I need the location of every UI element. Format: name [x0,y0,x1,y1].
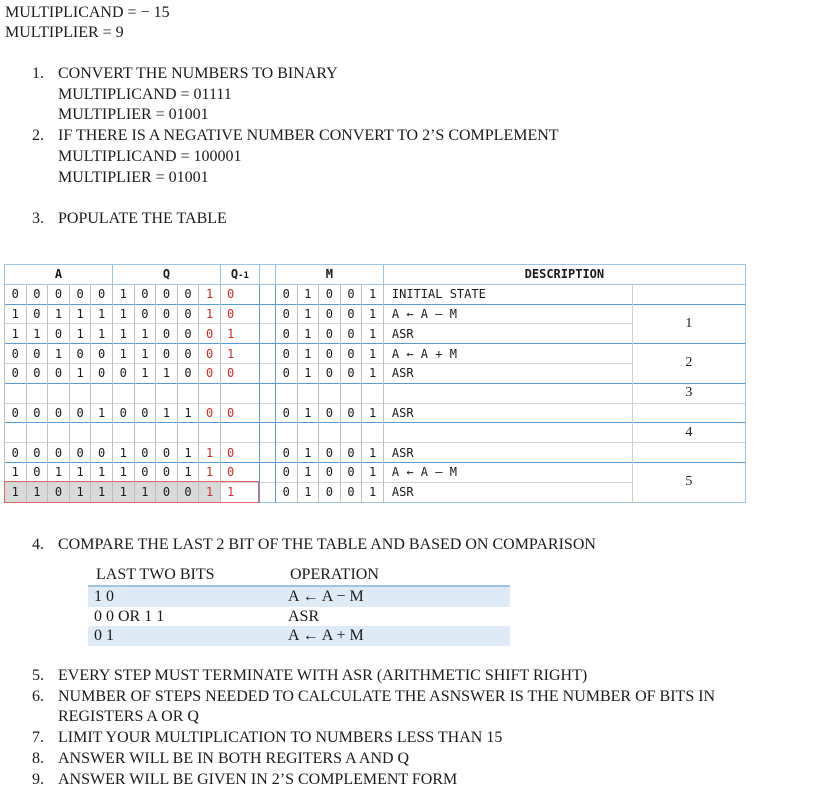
q-1-cell [220,423,259,443]
q-1-cell: 0 [220,284,259,304]
bit-cell: 0 [48,363,70,383]
bit-cell: 0 [156,344,178,364]
bit-cell: 0 [91,363,113,383]
step-2-sub-2: MULTIPLIER = 01001 [58,168,209,186]
table-row [5,403,746,423]
bit-cell: 1 [156,363,178,383]
m-bit-cell: 0 [319,403,341,423]
step-7: 7. LIMIT YOUR MULTIPLICATION TO NUMBERS LESS THAN 15 [32,729,503,747]
gap-cell [259,284,275,304]
m-bit-cell: 0 [340,363,362,383]
bit-cell: 1 [134,324,156,344]
multiplicand-line: MULTIPLICAND = − 15 [5,4,170,21]
step-6: 6. NUMBER OF STEPS NEEDED TO CALCULATE THE ASNSWER IS THE NUMBER OF BITS IN REGISTERS A OR Q [32,687,716,726]
bit-cell: 0 [26,443,48,463]
bit-cell: 0 [48,403,70,423]
bit-cell: 0 [26,403,48,423]
gap-cell [259,462,275,482]
description-cell: INITIAL STATE [383,284,632,304]
m-bit-cell: 1 [297,344,319,364]
m-bit-cell [275,423,297,443]
bit-cell [112,423,134,443]
step-1: 1. CONVERT THE NUMBERS TO BINARY [32,65,338,82]
q-1-cell: 0 [220,443,259,463]
bit-cell [199,423,221,443]
header-m: M [275,265,383,285]
m-bit-cell: 0 [340,462,362,482]
step-1-sub-2: MULTIPLIER = 01001 [58,106,209,124]
multiplier-line: MULTIPLIER = 9 [5,24,124,41]
description-cell: ASR [383,403,632,423]
bit-cell: 1 [112,443,134,463]
bit-cell: 1 [48,462,70,482]
m-bit-cell: 1 [362,482,384,502]
bit-cell [112,383,134,403]
bit-cell: 0 [69,344,91,364]
bit-cell [91,383,113,403]
table-row: 1 0 A ← A − M [88,586,510,607]
bit-cell: 1 [69,304,91,324]
step-4: 4. COMPARE THE LAST 2 BIT OF THE TABLE AND BASED ON COMPARISON [32,536,596,553]
bit-cell: 0 [26,462,48,482]
bit-cell: 0 [26,363,48,383]
m-bit-cell: 0 [340,324,362,344]
bit-cell [26,383,48,403]
step-number-cell: 2 [632,344,745,384]
bit-cell: 0 [69,403,91,423]
m-bit-cell: 0 [319,363,341,383]
step-number-cell: 4 [632,423,745,443]
gap-cell [259,363,275,383]
description-cell [383,423,632,443]
step-number-cell: 1 [632,304,745,344]
step-9: 9. ANSWER WILL BE GIVEN IN 2’S COMPLEMENT FORM [32,770,458,788]
m-bit-cell: 0 [319,324,341,344]
gap-cell [259,423,275,443]
step-2-sub-1: MULTIPLICAND = 100001 [58,147,242,165]
m-bit-cell [297,383,319,403]
bit-cell: 0 [26,344,48,364]
table-row [5,284,746,304]
bit-cell: 0 [177,304,199,324]
bit-cell: 1 [112,482,134,502]
bit-cell: 0 [26,304,48,324]
bit-cell [177,383,199,403]
bit-cell: 0 [156,324,178,344]
step-cell-empty [632,443,745,463]
gap-cell [259,443,275,463]
gap-cell [259,344,275,364]
q-1-cell: 0 [220,363,259,383]
bit-cell: 0 [5,363,27,383]
m-bit-cell [340,383,362,403]
m-bit-cell: 1 [362,363,384,383]
bit-cell: 1 [177,403,199,423]
bit-cell: 1 [5,304,27,324]
table-row [5,462,746,482]
bit-cell: 1 [112,324,134,344]
bit-cell: 1 [91,462,113,482]
bit-cell: 0 [5,284,27,304]
bit-cell: 0 [177,363,199,383]
bit-cell [48,383,70,403]
m-bit-cell: 1 [362,324,384,344]
step-2: 2. IF THERE IS A NEGATIVE NUMBER CONVERT TO 2’S COMPLEMENT [32,127,559,145]
bit-cell: 1 [134,363,156,383]
bit-cell: 1 [112,304,134,324]
table-row [5,304,746,324]
table-row [5,423,746,443]
bit-cell [5,423,27,443]
comparison-table [88,565,510,646]
bit-cell: 1 [199,482,221,502]
m-bit-cell: 1 [297,304,319,324]
bit-cell: 0 [134,403,156,423]
bit-cell: 0 [199,324,221,344]
bit-cell: 0 [177,284,199,304]
steps-top-list [32,64,822,230]
bit-cell [199,383,221,403]
q-1-cell: 0 [220,462,259,482]
header-q-1: Q-1 [220,265,259,285]
m-bit-cell: 0 [319,344,341,364]
bit-cell: 0 [112,363,134,383]
m-bit-cell: 1 [297,363,319,383]
bit-cell: 1 [199,284,221,304]
cmp-header-operation: OPERATION [282,565,510,586]
bit-cell: 1 [91,324,113,344]
bit-cell: 0 [134,443,156,463]
q-1-cell: 1 [220,482,259,502]
m-bit-cell: 0 [275,462,297,482]
bit-cell: 0 [26,284,48,304]
cmp-header-bits: LAST TWO BITS [88,565,282,586]
bit-cell: 1 [134,482,156,502]
q-1-cell: 0 [220,403,259,423]
description-cell: A ← A – M [383,304,632,324]
m-bit-cell [297,423,319,443]
m-bit-cell: 0 [340,284,362,304]
m-bit-cell: 1 [362,284,384,304]
bit-cell: 1 [91,304,113,324]
bit-cell: 1 [69,324,91,344]
bit-cell: 1 [199,443,221,463]
step-number-cell: 5 [632,462,745,502]
description-cell: ASR [383,443,632,463]
bit-cell: 0 [91,284,113,304]
m-bit-cell: 1 [362,462,384,482]
m-bit-cell: 0 [275,284,297,304]
m-bit-cell: 0 [275,403,297,423]
table-row: 0 1 A ← A + M [88,626,510,646]
description-cell: A ← A – M [383,462,632,482]
bit-cell: 0 [5,344,27,364]
q-1-cell: 0 [220,304,259,324]
bit-cell: 0 [48,482,70,502]
gap-cell [259,304,275,324]
m-bit-cell: 0 [275,443,297,463]
m-bit-cell: 1 [297,403,319,423]
header-a: A [5,265,113,285]
m-bit-cell: 0 [275,344,297,364]
m-bit-cell: 1 [297,443,319,463]
bit-cell [91,423,113,443]
bit-cell: 1 [199,462,221,482]
m-bit-cell: 0 [340,482,362,502]
step-cell-empty [632,403,745,423]
step-1-sub-1: MULTIPLICAND = 01111 [58,85,232,103]
bit-cell: 0 [91,443,113,463]
gap-cell [259,482,275,502]
q-1-cell: 1 [220,344,259,364]
bit-cell: 1 [26,482,48,502]
table-row [5,443,746,463]
bit-cell: 1 [177,443,199,463]
bit-cell [5,383,27,403]
step-cell-empty [632,284,745,304]
m-bit-cell: 1 [362,304,384,324]
description-cell [383,383,632,403]
m-bit-cell: 0 [275,482,297,502]
bit-cell: 1 [177,462,199,482]
gap-cell [259,403,275,423]
m-bit-cell: 1 [362,403,384,423]
m-bit-cell [275,383,297,403]
bit-cell: 1 [156,403,178,423]
bit-cell [156,383,178,403]
m-bit-cell [362,423,384,443]
m-bit-cell: 1 [362,443,384,463]
bit-cell: 1 [91,403,113,423]
m-bit-cell: 1 [362,344,384,364]
bit-cell: 0 [48,324,70,344]
step-5: 5. EVERY STEP MUST TERMINATE WITH ASR (ARITHMETIC SHIFT RIGHT) [32,667,588,684]
steps-bottom-list [32,666,822,790]
bit-cell: 0 [48,284,70,304]
bit-cell: 0 [199,403,221,423]
bit-cell: 1 [48,344,70,364]
bit-cell: 0 [134,304,156,324]
description-cell: ASR [383,324,632,344]
m-bit-cell [319,423,341,443]
q-1-cell [220,383,259,403]
m-bit-cell: 0 [275,363,297,383]
bit-cell: 1 [199,304,221,324]
gap-cell [259,324,275,344]
m-bit-cell [319,383,341,403]
bit-cell: 1 [69,482,91,502]
bit-cell: 1 [112,462,134,482]
m-bit-cell: 0 [319,462,341,482]
m-bit-cell: 0 [319,443,341,463]
header-description: DESCRIPTION [383,265,745,285]
m-bit-cell: 0 [340,403,362,423]
bit-cell [156,423,178,443]
bit-cell [134,423,156,443]
bit-cell: 0 [69,284,91,304]
bit-cell: 0 [48,443,70,463]
m-bit-cell: 0 [319,304,341,324]
bit-cell [134,383,156,403]
bit-cell: 0 [5,443,27,463]
description-cell: ASR [383,482,632,502]
bit-cell: 0 [156,304,178,324]
bit-cell: 1 [134,344,156,364]
bit-cell: 1 [69,363,91,383]
m-bit-cell: 0 [319,482,341,502]
m-bit-cell: 0 [319,284,341,304]
step-8: 8. ANSWER WILL BE IN BOTH REGITERS A AND Q [32,749,410,767]
gap-cell [259,383,275,403]
m-bit-cell: 1 [297,462,319,482]
bit-cell: 0 [156,284,178,304]
step-number-cell: 3 [632,383,745,403]
header-q: Q [112,265,220,285]
bit-cell [69,423,91,443]
q-1-cell: 1 [220,324,259,344]
header-gap [259,265,275,285]
description-cell: ASR [383,363,632,383]
m-bit-cell: 1 [297,324,319,344]
bit-cell: 0 [91,344,113,364]
m-bit-cell: 0 [340,443,362,463]
bit-cell: 1 [26,324,48,344]
table-row [5,344,746,364]
m-bit-cell: 0 [340,344,362,364]
bit-cell [26,423,48,443]
bit-cell: 0 [199,344,221,364]
bit-cell: 0 [69,443,91,463]
bit-cell: 1 [5,482,27,502]
bit-cell: 0 [156,462,178,482]
bit-cell: 0 [112,403,134,423]
m-bit-cell [340,423,362,443]
booth-header-row [5,265,746,285]
table-row [5,383,746,403]
m-bit-cell: 1 [297,482,319,502]
bit-cell: 0 [134,462,156,482]
bit-cell: 0 [199,363,221,383]
bit-cell: 1 [112,284,134,304]
m-bit-cell: 0 [275,324,297,344]
m-bit-cell [362,383,384,403]
bit-cell: 1 [48,304,70,324]
bit-cell [177,423,199,443]
bit-cell: 0 [134,284,156,304]
booth-table [4,264,746,503]
bit-cell: 0 [177,344,199,364]
bit-cell: 1 [91,482,113,502]
bit-cell: 0 [177,324,199,344]
description-cell: A ← A + M [383,344,632,364]
m-bit-cell: 1 [297,284,319,304]
step-4-block [32,535,822,556]
bit-cell: 1 [69,462,91,482]
bit-cell: 0 [156,482,178,502]
bit-cell: 0 [177,482,199,502]
bit-cell: 1 [5,462,27,482]
bit-cell [48,423,70,443]
bit-cell: 1 [112,344,134,364]
step-3: 3. POPULATE THE TABLE [32,209,227,227]
table-row: 0 0 OR 1 1 ASR [94,607,320,625]
bit-cell: 1 [5,324,27,344]
m-bit-cell: 0 [340,304,362,324]
bit-cell [69,383,91,403]
m-bit-cell: 0 [275,304,297,324]
bit-cell: 0 [156,443,178,463]
bit-cell: 0 [5,403,27,423]
